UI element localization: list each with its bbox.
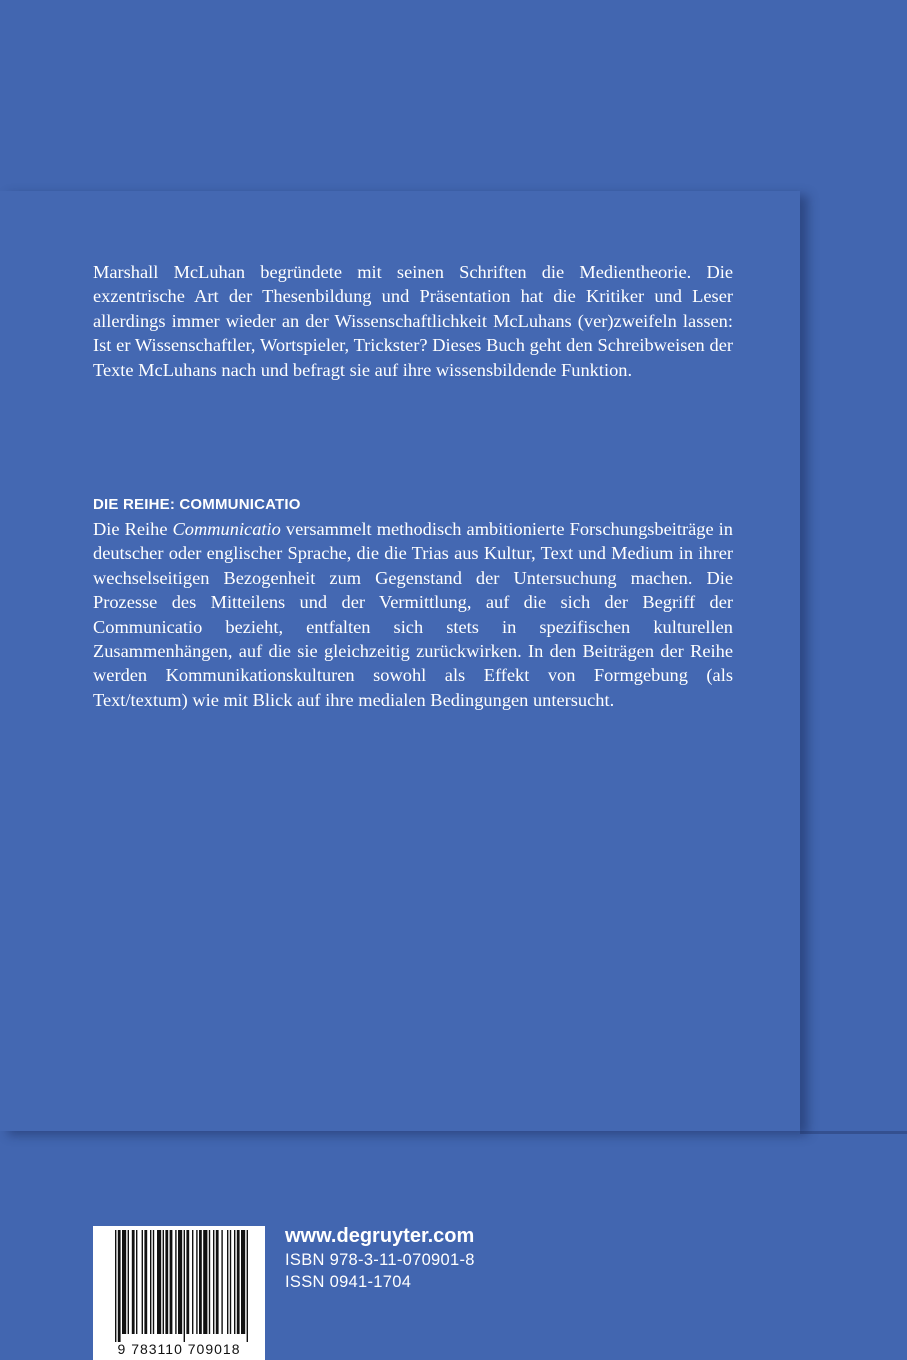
barcode-bar (163, 1230, 164, 1334)
barcode-bar (209, 1230, 210, 1334)
barcode-bar (247, 1230, 248, 1342)
barcode-bar (184, 1230, 185, 1342)
barcode-graphic (93, 1226, 265, 1360)
barcode-bar (153, 1230, 154, 1334)
barcode-digits: 9 783110 709018 (117, 1341, 241, 1357)
barcode-bar (150, 1230, 151, 1334)
barcode-bar (230, 1230, 231, 1334)
series-text-body: versammelt methodisch ambitionierte Forschungsbeiträge in deutscher oder englischer Sprache, die die Trias aus Kultur, Text und Medium in ihrer wechselseitigen Bezogenheit zum Gegenstand der Untersuchung machen. Die Prozesse des Mitteilens und der Vermittlung, auf die sich der Begriff der Communicatio bezieht, entfalten sich stets in spezifischen kulturellen Zusammenhängen, auf die sie gleichzeitig zurückwirken. In den Beiträgen der Reihe werden Kommunikationskulturen sowohl als Effekt von Formgebung (als Text/textum) wie mit Blick auf ihre medialen Bedingungen untersucht. (93, 519, 733, 710)
barcode-bar (144, 1230, 147, 1334)
isbn-barcode (93, 1226, 265, 1360)
publisher-website[interactable]: www.degruyter.com (285, 1225, 475, 1247)
series-heading: DIE REIHE: COMMUNICATIO (93, 496, 301, 513)
barcode-bar (142, 1230, 143, 1334)
barcode-bar (227, 1230, 228, 1334)
barcode-bar (203, 1230, 207, 1334)
barcode-bar (241, 1230, 245, 1334)
barcode-bar (115, 1230, 116, 1342)
series-paragraph (93, 517, 733, 712)
barcode-bar (178, 1230, 182, 1334)
isbn-number: ISBN 978-3-11-070901-8 (285, 1251, 475, 1269)
barcode-bar (170, 1230, 173, 1334)
book-blurb (93, 260, 733, 382)
barcode-bar (216, 1230, 219, 1334)
blurb-text: Marshall McLuhan begründete mit seinen Schriften die Medientheorie. Die exzentrische Art der Thesenbildung und Präsentation hat die Kritiker und Leser allerdings immer wieder an der Wissenschaftlichkeit McLuhans (ver)zweifeln lassen: Ist er Wissenschaftler, Wortspieler, Trickster? Dieses Buch geht den Schreibweisen der Texte McLuhans nach und befragt sie auf ihre wissensbildende Funktion. (93, 262, 733, 380)
cover-edge-shadow (800, 1131, 907, 1134)
barcode-bar (237, 1230, 240, 1334)
barcode-bar (192, 1230, 193, 1334)
barcode-bar (132, 1230, 135, 1334)
barcode-bar (165, 1230, 168, 1334)
barcode-bar (136, 1230, 137, 1334)
barcode-bar (122, 1230, 126, 1334)
barcode-bar (128, 1230, 129, 1334)
series-name: Communicatio (172, 519, 281, 539)
barcode-bar (221, 1230, 222, 1334)
barcode-bar (196, 1230, 197, 1334)
barcode-bar (199, 1230, 202, 1334)
barcode-bar (118, 1230, 121, 1342)
barcode-bar (175, 1230, 176, 1334)
series-description (93, 517, 733, 712)
barcode-bar (157, 1230, 161, 1334)
publisher-imprint (285, 1223, 475, 1293)
barcode-bar (213, 1230, 214, 1334)
series-text-intro: Die Reihe (93, 519, 173, 539)
issn-number: ISSN 0941-1704 (285, 1273, 412, 1291)
barcode-bar (234, 1230, 235, 1334)
barcode-bar (186, 1230, 189, 1334)
